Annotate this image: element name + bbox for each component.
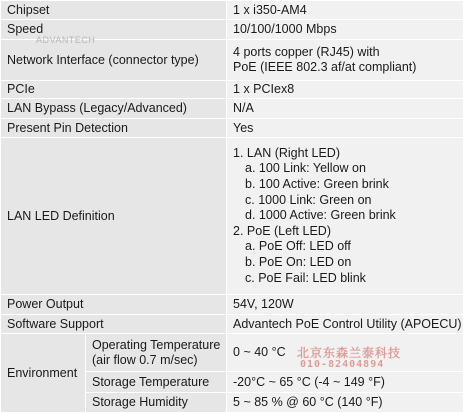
led-line: d. 1000 Active: Green brink [233, 208, 463, 224]
watermark-phone: 010-82404894 [300, 359, 384, 370]
table-row-lan-bypass [1, 99, 463, 119]
network-interface-value-line1: 4 ports copper (RJ45) with [233, 45, 463, 60]
table-row-power-output [1, 295, 463, 315]
storage-temperature-label: Storage Temperature [86, 372, 227, 393]
led-line: b. PoE On: LED on [233, 255, 463, 271]
operating-temperature-label-line1: Operating Temperature [92, 338, 226, 353]
storage-humidity-label: Storage Humidity [86, 393, 227, 413]
led-line: a. PoE Off: LED off [233, 239, 463, 255]
present-pin-value: Yes [227, 119, 463, 138]
speed-value: 10/100/1000 Mbps [227, 20, 463, 40]
operating-temperature-label-line2: (air flow 0.7 m/sec) [92, 353, 226, 368]
led-line: b. 100 Active: Green brink [233, 177, 463, 193]
environment-label: Environment [1, 334, 86, 413]
led-line: a. 100 Link: Yellow on [233, 161, 463, 177]
table-row-pcie [1, 81, 463, 99]
network-interface-value [227, 40, 463, 81]
table-row-present-pin [1, 119, 463, 138]
pcie-value: 1 x PCIex8 [227, 81, 463, 99]
present-pin-label: Present Pin Detection [1, 119, 227, 138]
table-row-speed [1, 20, 463, 40]
led-line: 1. LAN (Right LED) [233, 146, 463, 162]
storage-humidity-value: 5 ~ 85 % @ 60 °C (140 °F) [227, 393, 463, 413]
power-output-value: 54V, 120W [227, 295, 463, 315]
software-support-label: Software Support [1, 315, 227, 334]
lan-led-label: LAN LED Definition [1, 138, 227, 295]
chipset-label: Chipset [1, 1, 227, 20]
lan-bypass-label: LAN Bypass (Legacy/Advanced) [1, 99, 227, 119]
power-output-label: Power Output [1, 295, 227, 315]
operating-temperature-value: 0 ~ 40 °C [227, 334, 463, 372]
led-line: 2. PoE (Left LED) [233, 224, 463, 240]
table-row-chipset [1, 1, 463, 20]
pcie-label: PCIe [1, 81, 227, 99]
network-interface-value-line2: PoE (IEEE 802.3 af/at compliant) [233, 60, 463, 75]
table-row-software-support [1, 315, 463, 334]
faint-watermark: ADVANTECH [36, 35, 95, 45]
led-line: c. PoE Fail: LED blink [233, 271, 463, 287]
network-interface-label: Network Interface (connector type) [1, 40, 227, 81]
table-row-operating-temperature [1, 334, 463, 372]
lan-led-value [227, 138, 463, 295]
lan-bypass-value: N/A [227, 99, 463, 119]
table-row-network-interface [1, 40, 463, 81]
watermark-company: 北京东森兰泰科技 [297, 344, 401, 361]
storage-temperature-value: -20°C ~ 65 °C (-4 ~ 149 °F) [227, 372, 463, 393]
speed-label: Speed [1, 20, 227, 40]
chipset-value: 1 x i350-AM4 [227, 1, 463, 20]
led-line: c. 1000 Link: Green on [233, 193, 463, 209]
software-support-value: Advantech PoE Control Utility (APOECU) [227, 315, 463, 334]
operating-temperature-label [86, 334, 227, 372]
table-row-lan-led [1, 138, 463, 295]
